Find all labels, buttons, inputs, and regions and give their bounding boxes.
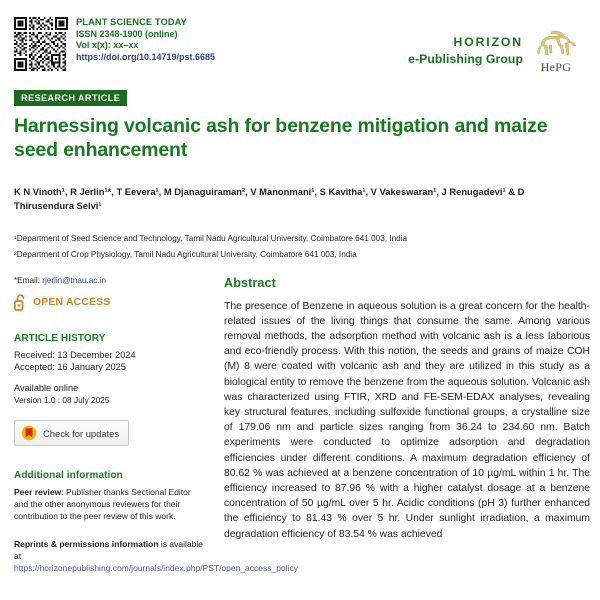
publisher-branding: [408, 16, 590, 75]
abstract-column: [214, 276, 590, 575]
publisher-name-group: e-Publishing Group: [408, 51, 523, 66]
research-article-badge: RESEARCH ARTICLE: [14, 90, 127, 106]
masthead: [0, 0, 600, 86]
reprints-policy-link[interactable]: https://horizonepublishing.com/journals/index.php/PST/open_access_policy: [14, 563, 298, 574]
corresponding-email: [14, 276, 204, 285]
affiliations: [0, 214, 600, 264]
publisher-name-horizon: HORIZON: [453, 35, 523, 50]
open-access-label: OPEN ACCESS: [33, 296, 111, 308]
crossmark-check-for-updates-button[interactable]: [14, 420, 129, 446]
article-type-row: [0, 86, 600, 106]
date-received: Received: 13 December 2024: [14, 349, 136, 360]
peer-review-note: [14, 486, 204, 522]
available-online-label: Available online: [14, 382, 79, 393]
open-lock-icon: [14, 294, 27, 311]
journal-issn: ISSN 2348-1900 (online): [76, 28, 178, 39]
additional-information-heading: Additional information: [14, 470, 123, 482]
additional-information: [14, 470, 298, 574]
crossmark-icon: [21, 425, 37, 441]
reprints-text: is available at: [14, 539, 203, 562]
journal-doi-link[interactable]: https://doi.org/10.14719/pst.6685: [76, 51, 216, 62]
email-label: *Email:: [14, 275, 40, 285]
qr-code-icon: [14, 17, 68, 71]
email-address[interactable]: rjerlin@tnau.ac.in: [42, 275, 107, 285]
article-history-heading: ARTICLE HISTORY: [14, 332, 106, 344]
journal-identity: [76, 16, 215, 63]
hepg-logo: [530, 26, 582, 75]
version-info: Version 1.0 : 08 July 2025: [14, 394, 110, 405]
crossmark-label: Check for updates: [43, 427, 120, 439]
author-list: K N Vinoth¹, R Jerlin¹*, T Eevera¹, M Djanaguiraman², V Manonmani¹, S Kavitha¹, V Vakeswaran¹, J Renugadevi¹ & D Thirusendura Selvi¹: [14, 185, 525, 212]
reprints-label: Reprints & permissions information: [14, 539, 159, 550]
hepg-wordmark: HePG: [540, 60, 572, 74]
journal-title: PLANT SCIENCE TODAY: [76, 17, 187, 27]
peer-review-label: Peer review: [14, 487, 62, 498]
abstract-heading: Abstract: [224, 275, 276, 290]
journal-volume: Vol x(x): xx–xx: [76, 40, 139, 51]
article-history: [14, 333, 204, 447]
winged-lion-icon: [535, 26, 577, 58]
date-accepted: Accepted: 16 January 2025: [14, 362, 126, 373]
page-title: Harnessing volcanic ash for benzene mitigation and maize seed enhancement: [14, 115, 548, 161]
abstract-text: The presence of Benzene in aqueous solution is a great concern for the health-related issues of the living things that consume the same. Among various removal methods, the adsorption method with volcanic ash is a less laborious and eco-friendly process. With this notion, the seeds and grains of maize COH (M) 8 were coated with volcanic ash and they are utilized in this study as a biological entity to remove the benzene from the aqueous solution. Volcanic ash was characterized using FTIR, XRD and FE-SEM-EDAX analyses, revealing key structural features, including sulfoxide functional groups, a crystalline size of 179.06 nm and particle sizes ranging from 36.24 to 234.60 nm. Batch experiments were conducted to optimize adsorption and degradation efficiencies under different conditions. A maximum degradation efficiency of 80.62 % was achieved at a benzene concentration of 10 µg/mL within 1 hr. The efficiency increased to 87.96 % with a higher catalyst dosage at a benzene concentration of 50 µg/mL over 5 hr. Acidic conditions (pH 3) further enhanced the efficiency to 81.43 % over 5 hr. Under sunlight irradiation, a maximum degradation efficiency of 83.54 % was achieved: [224, 300, 590, 540]
affiliation-1: ¹Department of Seed Science and Technology, Tamil Nadu Agricultural University, Coimbatore 641 003, India: [14, 233, 408, 243]
reprints-note: [14, 538, 298, 574]
body-columns: [0, 276, 600, 575]
peer-review-text: : Publisher thanks Sectional Editor and the other anonymous reviewers for their contribution to the peer review of this work.: [14, 487, 191, 522]
open-access-indicator[interactable]: [14, 294, 204, 311]
affiliation-2: ²Department of Crop Physiology, Tamil Nadu Agricultural University, Coimbatore 641 003, India: [14, 250, 357, 260]
